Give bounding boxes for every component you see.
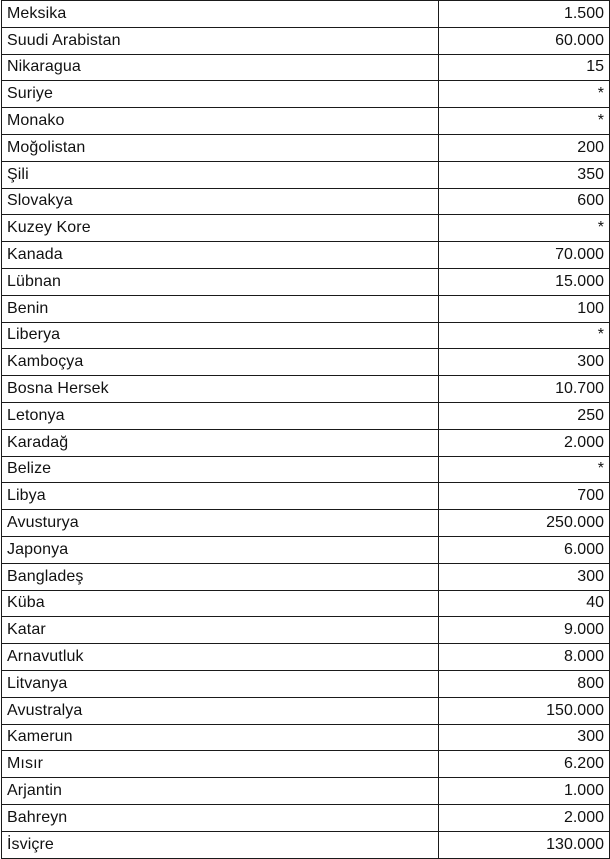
table-row	[2, 751, 610, 778]
country-name-cell: Şili	[2, 161, 439, 188]
value-cell: 300	[439, 563, 610, 590]
country-name-cell: Arjantin	[2, 778, 439, 805]
country-name-cell: Kanada	[2, 242, 439, 269]
country-name-cell: Mısır	[2, 751, 439, 778]
value-cell: 130.000	[439, 831, 610, 858]
table-row	[2, 831, 610, 858]
value-cell: 6.200	[439, 751, 610, 778]
country-name-cell: Bahreyn	[2, 804, 439, 831]
value-cell: 250	[439, 402, 610, 429]
country-name-cell: Küba	[2, 590, 439, 617]
country-name-cell: Lübnan	[2, 268, 439, 295]
value-cell: 8.000	[439, 644, 610, 671]
value-cell: *	[439, 215, 610, 242]
country-name-cell: Arnavutluk	[2, 644, 439, 671]
table-row	[2, 54, 610, 81]
table-row	[2, 670, 610, 697]
value-cell: 15.000	[439, 268, 610, 295]
country-table	[1, 0, 610, 859]
country-name-cell: Kamboçya	[2, 349, 439, 376]
country-name-cell: Nikaragua	[2, 54, 439, 81]
country-name-cell: Kamerun	[2, 724, 439, 751]
value-cell: 800	[439, 670, 610, 697]
value-cell: 350	[439, 161, 610, 188]
country-name-cell: İsviçre	[2, 831, 439, 858]
table-row	[2, 81, 610, 108]
table-row	[2, 27, 610, 54]
table-row	[2, 295, 610, 322]
value-cell: 9.000	[439, 617, 610, 644]
value-cell: 600	[439, 188, 610, 215]
table-row	[2, 617, 610, 644]
table-row	[2, 483, 610, 510]
value-cell: 40	[439, 590, 610, 617]
table-row	[2, 536, 610, 563]
table-row	[2, 590, 610, 617]
value-cell: 1.500	[439, 1, 610, 28]
value-cell: 2.000	[439, 429, 610, 456]
table-row	[2, 697, 610, 724]
country-name-cell: Karadağ	[2, 429, 439, 456]
table-row	[2, 188, 610, 215]
value-cell: 2.000	[439, 804, 610, 831]
table-row	[2, 268, 610, 295]
value-cell: *	[439, 456, 610, 483]
value-cell: 150.000	[439, 697, 610, 724]
table-row	[2, 778, 610, 805]
country-name-cell: Meksika	[2, 1, 439, 28]
table-row	[2, 215, 610, 242]
value-cell: *	[439, 81, 610, 108]
country-name-cell: Belize	[2, 456, 439, 483]
value-cell: 60.000	[439, 27, 610, 54]
value-cell: 250.000	[439, 510, 610, 537]
value-cell: 1.000	[439, 778, 610, 805]
country-name-cell: Avustralya	[2, 697, 439, 724]
value-cell: 300	[439, 349, 610, 376]
value-cell: 300	[439, 724, 610, 751]
value-cell: 6.000	[439, 536, 610, 563]
country-name-cell: Libya	[2, 483, 439, 510]
country-name-cell: Avusturya	[2, 510, 439, 537]
table-row	[2, 376, 610, 403]
table-row	[2, 644, 610, 671]
table-row	[2, 429, 610, 456]
country-name-cell: Suriye	[2, 81, 439, 108]
value-cell: 100	[439, 295, 610, 322]
table-row	[2, 402, 610, 429]
table-row	[2, 724, 610, 751]
country-name-cell: Bangladeş	[2, 563, 439, 590]
table-row	[2, 242, 610, 269]
table-body	[2, 1, 610, 859]
table-row	[2, 1, 610, 28]
value-cell: 10.700	[439, 376, 610, 403]
country-name-cell: Suudi Arabistan	[2, 27, 439, 54]
value-cell: *	[439, 322, 610, 349]
value-cell: 200	[439, 134, 610, 161]
value-cell: *	[439, 108, 610, 135]
country-name-cell: Japonya	[2, 536, 439, 563]
country-name-cell: Kuzey Kore	[2, 215, 439, 242]
value-cell: 700	[439, 483, 610, 510]
country-name-cell: Bosna Hersek	[2, 376, 439, 403]
table-row	[2, 134, 610, 161]
country-name-cell: Slovakya	[2, 188, 439, 215]
country-name-cell: Letonya	[2, 402, 439, 429]
country-name-cell: Benin	[2, 295, 439, 322]
country-name-cell: Litvanya	[2, 670, 439, 697]
value-cell: 15	[439, 54, 610, 81]
country-name-cell: Monako	[2, 108, 439, 135]
country-name-cell: Moğolistan	[2, 134, 439, 161]
table-row	[2, 456, 610, 483]
table-row	[2, 510, 610, 537]
table-row	[2, 161, 610, 188]
table-row	[2, 804, 610, 831]
country-name-cell: Liberya	[2, 322, 439, 349]
table-row	[2, 349, 610, 376]
table-row	[2, 563, 610, 590]
table-row	[2, 108, 610, 135]
table-row	[2, 322, 610, 349]
country-name-cell: Katar	[2, 617, 439, 644]
value-cell: 70.000	[439, 242, 610, 269]
